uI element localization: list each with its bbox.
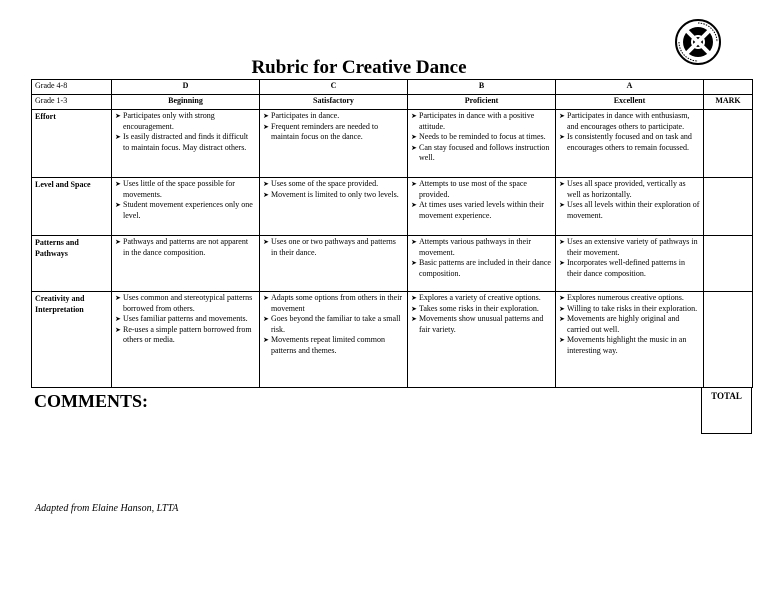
rubric-cell: [408, 110, 556, 178]
criterion-row-patterns-and-pathways: [32, 236, 753, 292]
rubric-cell: [408, 292, 556, 388]
criterion-row-creativity-and-interpretation: [32, 292, 753, 388]
descriptor: ➤ Uses one or two pathways and patterns in their dance.: [263, 237, 404, 258]
descriptor: ➤ Movement is limited to only two levels.: [263, 190, 404, 201]
mark-cell[interactable]: [704, 292, 753, 388]
descriptor: ➤ Needs to be reminded to focus at times.: [411, 132, 552, 143]
descriptor: ➤ Movements show unusual patterns and fair variety.: [411, 314, 552, 335]
descriptor: ➤ Attempts various pathways in their movement.: [411, 237, 552, 258]
rubric-cell: [260, 236, 408, 292]
descriptor: ➤ Uses common and stereotypical patterns borrowed from others.: [115, 293, 256, 314]
rubric-cell: [556, 178, 704, 236]
descriptor: ➤ Can stay focused and follows instruction well.: [411, 143, 552, 164]
grade-b: B: [408, 80, 556, 95]
page-title: Rubric for Creative Dance: [251, 57, 467, 78]
criterion-label: Effort: [32, 110, 112, 178]
descriptor: ➤ Adapts some options from others in their movement: [263, 293, 404, 314]
rubric-cell: [408, 236, 556, 292]
descriptor: ➤ Movements repeat limited common patterns and themes.: [263, 335, 404, 356]
level-proficient: Proficient: [408, 95, 556, 110]
rubric-cell: [112, 292, 260, 388]
descriptor: ➤ Student movement experiences only one level.: [115, 200, 256, 221]
level-beginning: Beginning: [112, 95, 260, 110]
grade-c: C: [260, 80, 408, 95]
descriptor: ➤ Participates in dance.: [263, 111, 404, 122]
rubric-cell: [260, 110, 408, 178]
descriptor: ➤ Basic patterns are included in their dance composition.: [411, 258, 552, 279]
rubric-cell: [556, 292, 704, 388]
grade-a: A: [556, 80, 704, 95]
criterion-row-level-and-space: [32, 178, 753, 236]
descriptor: ➤ Is consistently focused and on task and encourages others to remain focussed.: [559, 132, 700, 153]
rubric-cell: [112, 110, 260, 178]
attribution: Adapted from Elaine Hanson, LTTA: [35, 503, 179, 514]
grade-d: D: [112, 80, 260, 95]
descriptor: ➤ Goes beyond the familiar to take a small risk.: [263, 314, 404, 335]
grade-row: [32, 80, 753, 95]
descriptor: ➤ Explores a variety of creative options.: [411, 293, 552, 304]
descriptor: ➤ Uses some of the space provided.: [263, 179, 404, 190]
descriptor: ➤ Takes some risks in their exploration.: [411, 304, 552, 315]
grade-1-3-label: Grade 1-3: [32, 95, 112, 110]
comments-heading: COMMENTS:: [34, 391, 148, 411]
descriptor: ➤ Pathways and patterns are not apparent in the dance composition.: [115, 237, 256, 258]
mark-cell[interactable]: [704, 178, 753, 236]
descriptor: ➤ Explores numerous creative options.: [559, 293, 700, 304]
descriptor: ➤ Participates only with strong encouragement.: [115, 111, 256, 132]
descriptor: ➤ Uses all levels within their exploration of movement.: [559, 200, 700, 221]
descriptor: ➤ Attempts to use most of the space provided.: [411, 179, 552, 200]
rubric-cell: [408, 178, 556, 236]
rubric-cell: [260, 178, 408, 236]
descriptor: ➤ Re-uses a simple pattern borrowed from others or media.: [115, 325, 256, 346]
grade-4-8-label: Grade 4-8: [32, 80, 112, 95]
level-satisfactory: Satisfactory: [260, 95, 408, 110]
descriptor: ➤ Uses familiar patterns and movements.: [115, 314, 256, 325]
descriptor: ➤ Movements highlight the music in an interesting way.: [559, 335, 700, 356]
descriptor: ➤ Incorporates well-defined patterns in their dance composition.: [559, 258, 700, 279]
total-label: TOTAL: [711, 391, 742, 401]
total-box[interactable]: [701, 388, 752, 434]
grade-row-blank: [704, 80, 753, 95]
descriptor: ➤ Uses all space provided, vertically as well as horizontally.: [559, 179, 700, 200]
rubric-cell: [112, 178, 260, 236]
descriptor: ➤ Frequent reminders are needed to maintain focus on the dance.: [263, 122, 404, 143]
criterion-label: Patterns and Pathways: [32, 236, 112, 292]
mark-header: MARK: [704, 95, 753, 110]
rubric-cell: [260, 292, 408, 388]
level-excellent: Excellent: [556, 95, 704, 110]
rubric-cell: [556, 110, 704, 178]
descriptor: ➤ At times uses varied levels within their movement experience.: [411, 200, 552, 221]
descriptor: ➤ Movements are highly original and carried out well.: [559, 314, 700, 335]
rubric-table: [31, 79, 753, 388]
descriptor: ➤ Uses little of the space possible for movements.: [115, 179, 256, 200]
mark-cell[interactable]: [704, 110, 753, 178]
level-row: [32, 95, 753, 110]
mark-cell[interactable]: [704, 236, 753, 292]
criterion-label: Creativity and Interpretation: [32, 292, 112, 388]
descriptor: ➤ Is easily distracted and finds it difficult to maintain focus. May distract others.: [115, 132, 256, 153]
descriptor: ➤ Participates in dance with enthusiasm, and encourages others to participate.: [559, 111, 700, 132]
criterion-label: Level and Space: [32, 178, 112, 236]
rubric-cell: [112, 236, 260, 292]
descriptor: ➤ Uses an extensive variety of pathways in their movement.: [559, 237, 700, 258]
descriptor: ➤ Willing to take risks in their exploration.: [559, 304, 700, 315]
rubric-cell: [556, 236, 704, 292]
criterion-row-effort: [32, 110, 753, 178]
descriptor: ➤ Participates in dance with a positive attitude.: [411, 111, 552, 132]
